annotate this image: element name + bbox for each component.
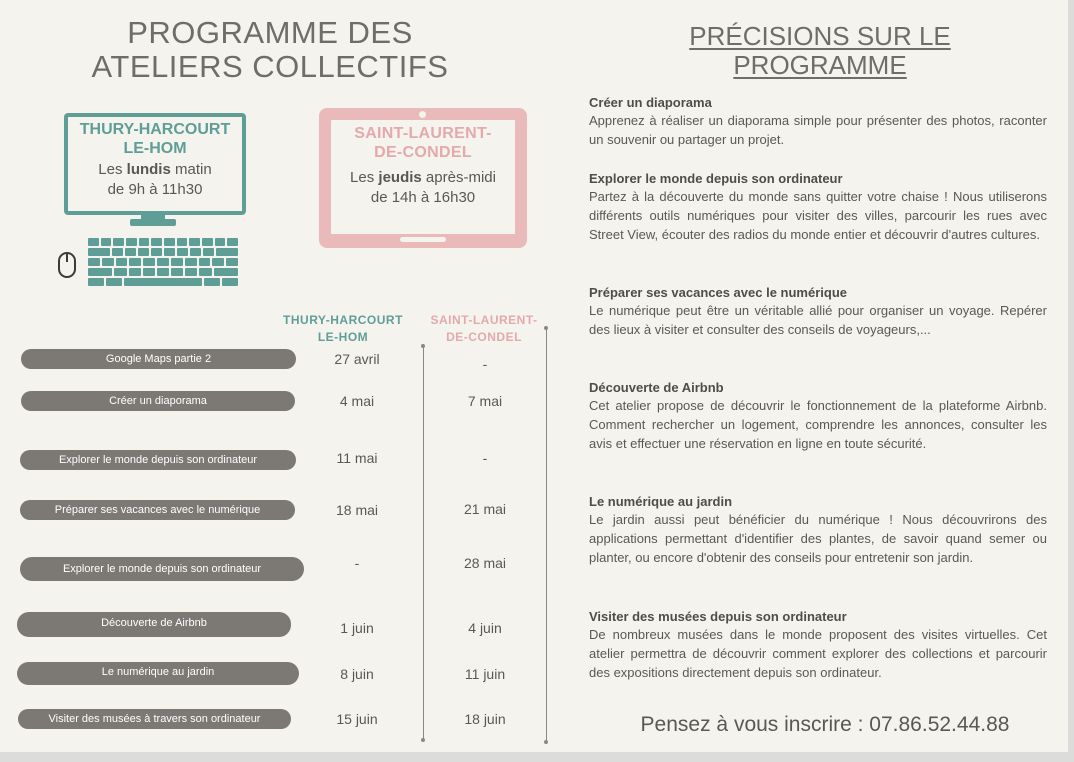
date-saint-laurent: 11 juin	[464, 666, 506, 682]
main-title: PROGRAMME DES ATELIERS COLLECTIFS	[91, 15, 449, 84]
tablet-camera-icon	[419, 111, 426, 118]
divider-dot	[421, 344, 425, 348]
workshop-pill: Le numérique au jardin	[17, 662, 299, 685]
divider-dot	[544, 326, 548, 330]
date-thury: 1 juin	[340, 620, 374, 636]
date-saint-laurent: 21 mai	[463, 501, 507, 517]
date-thury: 15 juin	[336, 711, 378, 727]
date-thury: 27 avril	[334, 351, 380, 367]
workshop-pill: Découverte de Airbnb	[17, 612, 291, 637]
tablet-home-bar-icon	[400, 237, 446, 242]
section-vacances: Préparer ses vacances avec le numérique Le numérique peut être un véritable allié pour organiser un voyage. Repérer des lieux à visiter et consulter des conseils de voyageurs,...	[589, 285, 1047, 337]
date-saint-laurent: 7 mai	[467, 393, 503, 409]
column-divider-left	[423, 346, 424, 740]
monitor-base-icon	[130, 219, 176, 226]
details-title: PRÉCISIONS SUR LE PROGRAMME	[689, 21, 951, 80]
workshop-pill: Préparer ses vacances avec le numérique	[20, 500, 295, 520]
date-thury: 11 mai	[336, 450, 378, 466]
date-saint-laurent: 4 juin	[468, 620, 502, 636]
keyboard-icon	[88, 238, 238, 288]
workshop-pill: Visiter des musées à travers son ordinateur	[18, 709, 291, 729]
date-saint-laurent: 28 mai	[463, 555, 507, 571]
date-thury: 8 juin	[340, 666, 374, 682]
divider-dot	[421, 738, 425, 742]
date-saint-laurent: 18 juin	[464, 711, 506, 727]
column-divider-right	[546, 328, 547, 742]
workshop-pill: Explorer le monde depuis son ordinateur	[20, 557, 304, 581]
location2-schedule: Les jeudis après-midi de 14h à 16h30	[350, 169, 496, 206]
workshop-pill: Google Maps partie 2	[21, 349, 296, 369]
monitor-thury-harcourt	[64, 113, 246, 215]
section-jardin: Le numérique au jardin Le jardin aussi peut bénéficier du numérique ! Nous découvrirons des applications permettant d'identifier des plantes, de savoir quand semer ou planter, ou encore d'obtenir des conseils pour entretenir son jardin.	[589, 494, 1047, 565]
location2-name: SAINT-LAURENT- DE-CONDEL	[354, 125, 492, 161]
date-saint-laurent: -	[482, 450, 488, 466]
date-thury: -	[354, 555, 360, 571]
date-saint-laurent: -	[482, 356, 488, 372]
divider-dot	[544, 740, 548, 744]
section-musees: Visiter des musées depuis son ordinateur De nombreux musées dans le monde proposent des visites virtuelles. Cet atelier permettra de découvrir comment explorer des collections et parcourir des expositions directement depuis son ordinateur.	[589, 609, 1047, 680]
section-explorer-monde: Explorer le monde depuis son ordinateur Partez à la découverte du monde sans quitter votre chaise ! Nous utiliserons différents outils numériques pour visiter des villes, parcourir les rues avec Street View, écouter des radios du monde entier et découvrir d'autres cultures.	[589, 171, 1047, 242]
column-header-thury: THURY-HARCOURT LE-HOM	[283, 313, 403, 344]
location1-schedule: Les lundis matin de 9h à 11h30	[98, 161, 212, 198]
workshop-pill: Explorer le monde depuis son ordinateur	[20, 450, 296, 470]
column-header-saint-laurent: SAINT-LAURENT- DE-CONDEL	[430, 313, 538, 344]
signup-phone: Pensez à vous inscrire : 07.86.52.44.88	[640, 713, 1010, 736]
section-diaporama: Créer un diaporama Apprenez à réaliser un diaporama simple pour présenter des photos, raconter un souvenir ou partager un projet.	[589, 95, 1047, 147]
mouse-wheel-icon	[66, 254, 68, 262]
section-airbnb: Découverte de Airbnb Cet atelier propose de découvrir le fonctionnement de la plateforme Airbnb. Comment rechercher un logement, comprendre les annonces, consulter les avis et effectuer une réservation en ligne en toute sécurité.	[589, 380, 1047, 451]
date-thury: 18 mai	[335, 502, 379, 518]
workshop-pill: Créer un diaporama	[21, 391, 295, 411]
date-thury: 4 mai	[339, 393, 375, 409]
tablet-screen	[331, 120, 515, 234]
location1-name: THURY-HARCOURT LE-HOM	[79, 121, 231, 157]
